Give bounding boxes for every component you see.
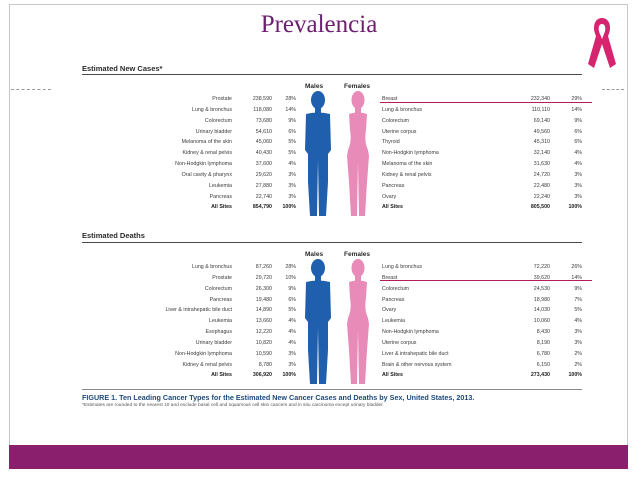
table-row	[120, 181, 296, 192]
case-count: 10,590	[255, 350, 272, 357]
case-count: 6,150	[536, 361, 550, 368]
table-row	[120, 116, 296, 127]
case-count: 6,780	[536, 350, 550, 357]
percent: 5%	[288, 139, 296, 146]
percent: 14%	[571, 106, 582, 113]
cancer-site: Breast	[382, 274, 398, 281]
table-row	[120, 338, 296, 349]
table-row	[120, 360, 296, 371]
case-count: 12,220	[255, 329, 272, 336]
percent: 5%	[574, 307, 582, 314]
table-row	[120, 159, 296, 170]
cancer-site: Colorectum	[204, 285, 232, 292]
cancer-site: Lung & bronchus	[382, 264, 423, 270]
case-count: 238,590	[252, 96, 272, 102]
cancer-site: Leukemia	[209, 182, 232, 189]
percent: 6%	[574, 139, 582, 146]
cancer-site: Brain & other nervous system	[382, 361, 452, 368]
case-count: 49,560	[533, 128, 550, 135]
cancer-site: Melanoma of the skin	[382, 161, 433, 168]
total-label: All Sites	[382, 204, 403, 211]
case-count: 22,740	[255, 193, 272, 200]
total-label: All Sites	[382, 372, 403, 379]
percent: 2%	[574, 350, 582, 357]
case-count: 54,610	[255, 128, 272, 135]
slide-title: Prevalencia	[260, 11, 378, 38]
right-dashed-rule	[602, 89, 624, 90]
table-row	[120, 192, 296, 203]
table-row	[120, 137, 296, 148]
percent: 3%	[288, 350, 296, 357]
percent: 28%	[285, 264, 296, 270]
case-count: 29,620	[255, 171, 272, 178]
cancer-site: Liver & intrahepatic bile duct	[165, 307, 232, 314]
percent: 26%	[571, 264, 582, 270]
percent: 2%	[574, 361, 582, 368]
percent: 6%	[574, 128, 582, 135]
case-count: 110,110	[531, 106, 550, 113]
cancer-site: Thyroid	[382, 139, 400, 146]
total-row	[382, 370, 582, 381]
cancer-site: Ovary	[382, 193, 397, 200]
case-count: 232,340	[530, 96, 550, 102]
pink-ribbon-icon	[584, 14, 620, 72]
case-count: 45,060	[255, 139, 272, 146]
table-row	[120, 327, 296, 338]
cancer-site: Leukemia	[209, 318, 232, 325]
table-row	[120, 284, 296, 295]
case-count: 22,480	[533, 182, 550, 189]
table-row	[382, 338, 582, 349]
table-row	[120, 349, 296, 360]
percent: 4%	[288, 339, 296, 346]
table-row	[382, 192, 582, 203]
cancer-site: Pancreas	[209, 296, 232, 303]
percent: 9%	[574, 285, 582, 292]
case-count: 18,980	[533, 296, 550, 303]
male-silhouette-deaths	[298, 258, 338, 386]
case-count: 29,720	[255, 274, 272, 281]
total-row	[382, 202, 582, 213]
table-row	[120, 170, 296, 181]
table-row	[382, 159, 582, 170]
percent: 29%	[571, 96, 582, 102]
table-row	[382, 284, 582, 295]
total-label: All Sites	[211, 372, 232, 379]
cancer-site: Ovary	[382, 307, 397, 314]
deaths-rule	[82, 242, 582, 243]
case-count: 10,820	[255, 339, 272, 346]
female-silhouette-deaths	[340, 258, 376, 386]
table-row	[120, 105, 296, 116]
percent: 3%	[288, 182, 296, 189]
percent: 3%	[288, 193, 296, 200]
case-count: 31,630	[533, 161, 550, 168]
percent: 3%	[288, 171, 296, 178]
female-silhouette	[340, 90, 376, 218]
table-row	[382, 273, 582, 284]
percent: 5%	[288, 307, 296, 314]
total-percent: 100%	[568, 372, 582, 379]
cancer-site: Liver & intrahepatic bile duct	[382, 350, 449, 357]
percent: 4%	[288, 318, 296, 325]
table-row	[382, 349, 582, 360]
total-row	[120, 370, 296, 381]
case-count: 73,680	[255, 117, 272, 124]
cancer-site: Non-Hodgkin lymphoma	[175, 161, 232, 168]
case-count: 40,430	[255, 150, 272, 157]
cancer-site: Colorectum	[382, 285, 410, 292]
cancer-site: Breast	[382, 96, 398, 102]
new-cases-females-table	[382, 94, 582, 213]
cancer-site: Leukemia	[382, 318, 405, 325]
percent: 7%	[574, 296, 582, 303]
table-row	[382, 262, 582, 273]
cancer-site: Esophagus	[205, 329, 232, 336]
deaths-heading: Estimated Deaths	[82, 231, 145, 240]
figure-footnote: *Estimates are rounded to the nearest 10 and exclude basal cell and squamous cell skin cancers and in situ carcinoma except urinary bladder.	[82, 403, 384, 408]
table-row	[120, 273, 296, 284]
total-count: 854,790	[252, 204, 272, 211]
percent: 6%	[288, 128, 296, 135]
table-row	[382, 327, 582, 338]
percent: 4%	[288, 161, 296, 168]
table-row	[382, 127, 582, 138]
cancer-site: Urinary bladder	[195, 339, 232, 346]
percent: 4%	[574, 318, 582, 325]
percent: 9%	[288, 117, 296, 124]
cancer-site: Oral cavity & pharynx	[181, 171, 232, 178]
left-dashed-rule	[11, 89, 51, 90]
cancer-site: Non-Hodgkin lymphoma	[175, 350, 232, 357]
case-count: 37,600	[255, 161, 272, 168]
cancer-site: Non-Hodgkin lymphoma	[382, 150, 439, 157]
deaths-males-label: Males	[305, 251, 324, 258]
deaths-males-table	[120, 262, 296, 381]
case-count: 45,310	[533, 139, 550, 146]
case-count: 118,080	[253, 106, 272, 113]
percent: 4%	[574, 150, 582, 157]
cancer-site: Pancreas	[209, 193, 232, 200]
case-count: 24,720	[533, 171, 550, 178]
male-silhouette	[298, 90, 338, 218]
total-count: 805,500	[530, 204, 550, 211]
total-count: 273,430	[530, 372, 550, 379]
caption-rule	[82, 389, 582, 390]
table-row	[120, 262, 296, 273]
percent: 14%	[285, 106, 296, 113]
case-count: 22,240	[533, 193, 550, 200]
cancer-site: Pancreas	[382, 182, 405, 189]
table-row	[382, 316, 582, 327]
case-count: 24,530	[533, 285, 550, 292]
cancer-site: Lung & bronchus	[191, 264, 232, 270]
cancer-site: Urinary bladder	[195, 128, 232, 135]
new-cases-males-label: Males	[305, 83, 324, 90]
case-count: 14,890	[255, 307, 272, 314]
case-count: 8,430	[536, 329, 550, 336]
table-row	[382, 305, 582, 316]
percent: 3%	[574, 339, 582, 346]
breast-highlight-line	[380, 102, 592, 103]
percent: 14%	[571, 274, 582, 281]
case-count: 26,300	[255, 285, 272, 292]
table-row	[382, 170, 582, 181]
table-row	[382, 295, 582, 306]
table-row	[382, 116, 582, 127]
cancer-site: Kidney & renal pelvis	[382, 171, 432, 178]
deaths-females-label: Females	[344, 251, 371, 258]
cancer-site: Lung & bronchus	[191, 106, 232, 113]
table-row	[382, 105, 582, 116]
percent: 28%	[285, 96, 296, 102]
table-row	[382, 94, 582, 105]
percent: 10%	[285, 274, 296, 281]
total-label: All Sites	[211, 204, 232, 211]
case-count: 13,660	[255, 318, 272, 325]
percent: 3%	[574, 182, 582, 189]
breast-deaths-highlight-line	[380, 280, 592, 281]
cancer-site: Uterine corpus	[382, 339, 417, 346]
cancer-site: Kidney & renal pelvis	[182, 361, 232, 368]
new-cases-males-table	[120, 94, 296, 213]
table-row	[120, 305, 296, 316]
percent: 5%	[288, 150, 296, 157]
total-count: 306,920	[252, 372, 272, 379]
total-percent: 100%	[282, 204, 296, 211]
cancer-site: Prostate	[212, 274, 232, 281]
percent: 4%	[574, 161, 582, 168]
percent: 3%	[574, 329, 582, 336]
total-row	[120, 202, 296, 213]
cancer-site: Prostate	[212, 96, 232, 102]
percent: 4%	[288, 329, 296, 336]
percent: 6%	[288, 296, 296, 303]
percent: 9%	[288, 285, 296, 292]
percent: 3%	[574, 193, 582, 200]
table-row	[382, 360, 582, 371]
cancer-site: Lung & bronchus	[382, 106, 423, 113]
new-cases-heading: Estimated New Cases*	[82, 64, 163, 73]
percent: 3%	[288, 361, 296, 368]
total-percent: 100%	[568, 204, 582, 211]
percent: 9%	[574, 117, 582, 124]
figure-caption: FIGURE 1. Ten Leading Cancer Types for the Estimated New Cancer Cases and Deaths by Sex, United States, 2013.	[82, 393, 475, 402]
case-count: 8,780	[258, 361, 272, 368]
table-row	[120, 127, 296, 138]
case-count: 32,140	[533, 150, 550, 157]
case-count: 19,480	[255, 296, 272, 303]
case-count: 87,260	[255, 264, 272, 270]
table-row	[382, 137, 582, 148]
percent: 3%	[574, 171, 582, 178]
case-count: 14,030	[533, 307, 550, 314]
footer-band	[9, 445, 628, 469]
total-percent: 100%	[282, 372, 296, 379]
table-row	[120, 94, 296, 105]
cancer-site: Melanoma of the skin	[181, 139, 232, 146]
case-count: 39,620	[533, 274, 550, 281]
cancer-site: Pancreas	[382, 296, 405, 303]
cancer-site: Colorectum	[204, 117, 232, 124]
table-row	[382, 181, 582, 192]
case-count: 69,140	[533, 117, 550, 124]
table-row	[120, 148, 296, 159]
case-count: 8,190	[536, 339, 550, 346]
table-row	[120, 295, 296, 306]
cancer-site: Colorectum	[382, 117, 410, 124]
new-cases-rule	[82, 74, 582, 75]
cancer-site: Non-Hodgkin lymphoma	[382, 329, 439, 336]
table-row	[382, 148, 582, 159]
table-row	[120, 316, 296, 327]
case-count: 10,060	[533, 318, 550, 325]
case-count: 27,880	[255, 182, 272, 189]
new-cases-females-label: Females	[344, 83, 371, 90]
case-count: 72,220	[533, 264, 550, 270]
cancer-site: Uterine corpus	[382, 128, 417, 135]
cancer-site: Kidney & renal pelvis	[182, 150, 232, 157]
